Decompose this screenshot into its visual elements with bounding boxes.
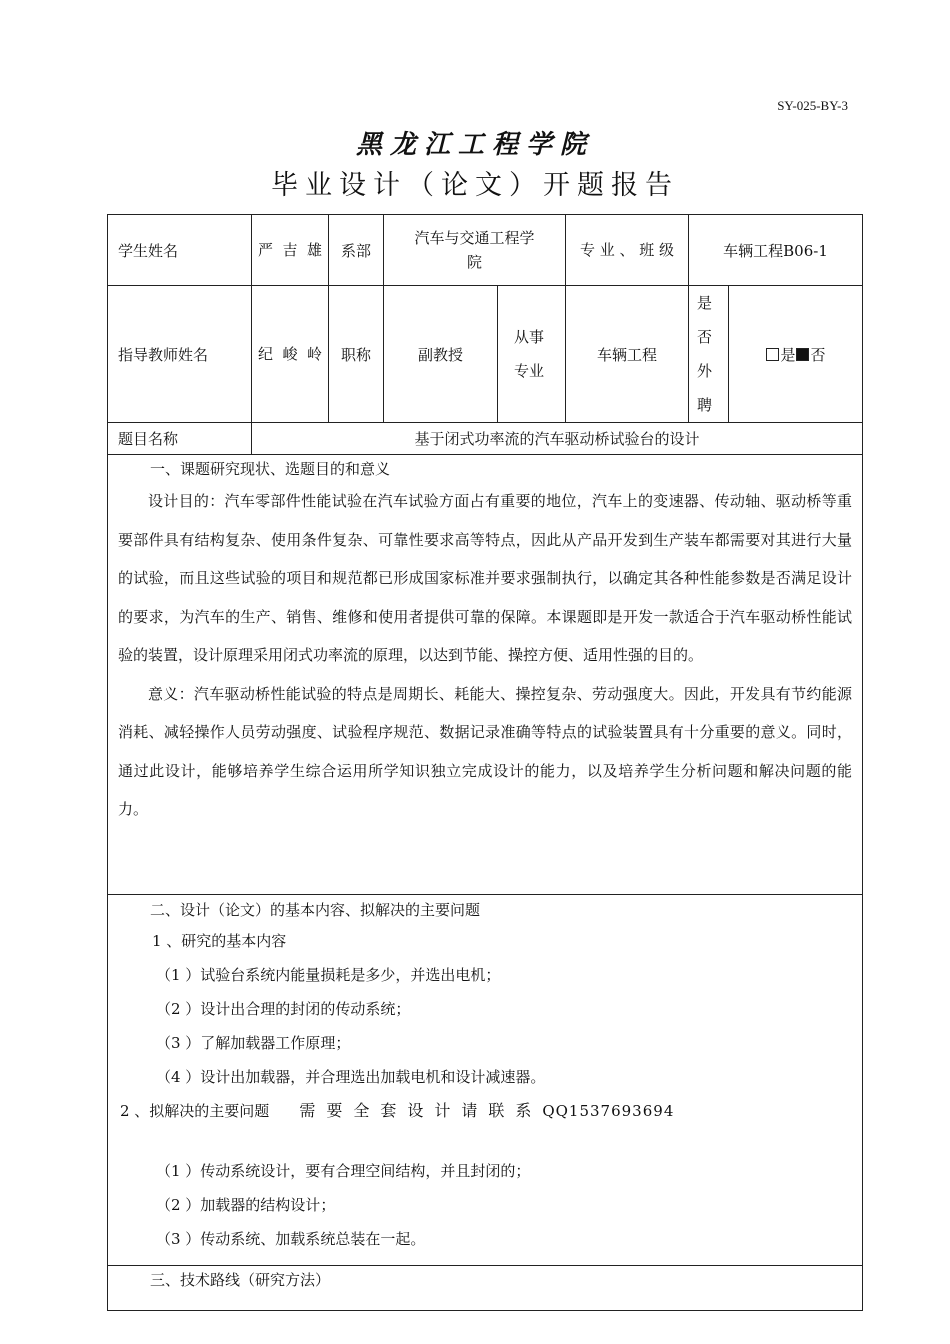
- section2-subheading-problems: [118, 1094, 852, 1128]
- contact-notice: 需要全套设计请联系: [299, 1101, 543, 1120]
- advisor-row: [108, 286, 863, 423]
- external-hire-label: 是否外聘: [697, 294, 713, 414]
- problem-item: （3 ）传动系统、加载系统总装在一起。: [156, 1230, 426, 1248]
- section2-row: [108, 895, 863, 1266]
- external-hire-options: [729, 286, 863, 423]
- option-no: 否: [810, 345, 826, 364]
- problems-subheading-text: 2 、拟解决的主要问题: [120, 1102, 270, 1120]
- content-item: （4 ）设计出加载器，并合理选出加载电机和设计减速器。: [156, 1068, 546, 1086]
- proposal-form-table: [107, 214, 863, 1311]
- section1-row: [108, 455, 863, 895]
- student-name-label: 学生姓名: [108, 215, 252, 286]
- department-value: 汽车与交通工程学院: [384, 215, 566, 286]
- school-name-calligraphy: 黑龙江工程学院: [355, 130, 594, 160]
- advisor-name-label: 指导教师姓名: [108, 286, 252, 423]
- major-class-value: 车辆工程B06-1: [689, 215, 863, 286]
- content-item: （2 ）设计出合理的封闭的传动系统；: [156, 1000, 411, 1018]
- problem-item: （2 ）加载器的结构设计；: [156, 1196, 336, 1214]
- content-item: （1 ）试验台系统内能量损耗是多少，并选出电机；: [156, 966, 501, 984]
- advisor-name-value: 纪峻岭: [258, 345, 322, 363]
- student-row: [108, 215, 863, 286]
- department-label: 系部: [329, 215, 384, 286]
- title-rank-value: 副教授: [384, 286, 498, 423]
- problem-item: （1 ）传动系统设计，要有合理空间结构，并且封闭的；: [156, 1162, 531, 1180]
- section2-title: 二、设计（论文）的基本内容、拟解决的主要问题: [150, 901, 481, 919]
- title-rank-label: 职称: [329, 286, 384, 423]
- section1-title: 一、课题研究现状、选题目的和意义: [150, 460, 391, 478]
- report-title: 毕业设计（论文）开题报告: [271, 170, 679, 201]
- section1-purpose-paragraph: 设计目的：汽车零部件性能试验在汽车试验方面占有重要的地位，汽车上的变速器、传动轴、驱动桥等重要部件具有结构复杂、使用条件复杂、可靠性要求高等特点，因此从产品开发到生产装车都需要对其进行大量的试验，而且这些试验的项目和规范都已形成国家标准并要求强制执行，以确定其各种性能参数是否满足设计的要求，为汽车的生产、销售、维修和使用者提供可靠的保障。本课题即是开发一款适合于汽车驱动桥性能试验的装置，设计原理采用闭式功率流的原理，以达到节能、操控方便、适用性强的目的。: [118, 492, 853, 664]
- major-class-label: 专业、班级: [580, 241, 675, 259]
- content-item: （3 ）了解加载器工作原理；: [156, 1034, 351, 1052]
- section3-title: 三、技术路线（研究方法）: [150, 1271, 331, 1289]
- topic-value: 基于闭式功率流的汽车驱动桥试验台的设计: [252, 423, 863, 455]
- topic-label: 题目名称: [108, 423, 252, 455]
- spacer: [118, 1128, 852, 1154]
- contact-qq: QQ1537693694: [542, 1102, 675, 1120]
- field-label: 从事专业: [514, 328, 545, 380]
- option-yes: 是: [780, 345, 796, 364]
- document-code: SY-025-BY-3: [777, 98, 848, 113]
- field-value: 车辆工程: [566, 286, 689, 423]
- section1-significance-paragraph: 意义：汽车驱动桥性能试验的特点是周期长、耗能大、操控复杂、劳动强度大。因此，开发具有节约能源消耗、减轻操作人员劳动强度、试验程序规范、数据记录准确等特点的试验装置具有十分重要的意义。同时，通过此设计，能够培养学生综合运用所学知识独立完成设计的能力，以及培养学生分析问题和解决问题的能力。: [118, 684, 853, 818]
- section2-subheading-content: 1 、研究的基本内容: [152, 932, 287, 950]
- checkbox-yes-empty[interactable]: [766, 348, 779, 361]
- topic-row: [108, 423, 863, 455]
- section3-row: [108, 1266, 863, 1311]
- student-name-value: 严吉雄: [258, 241, 322, 259]
- checkbox-no-filled[interactable]: [796, 348, 809, 361]
